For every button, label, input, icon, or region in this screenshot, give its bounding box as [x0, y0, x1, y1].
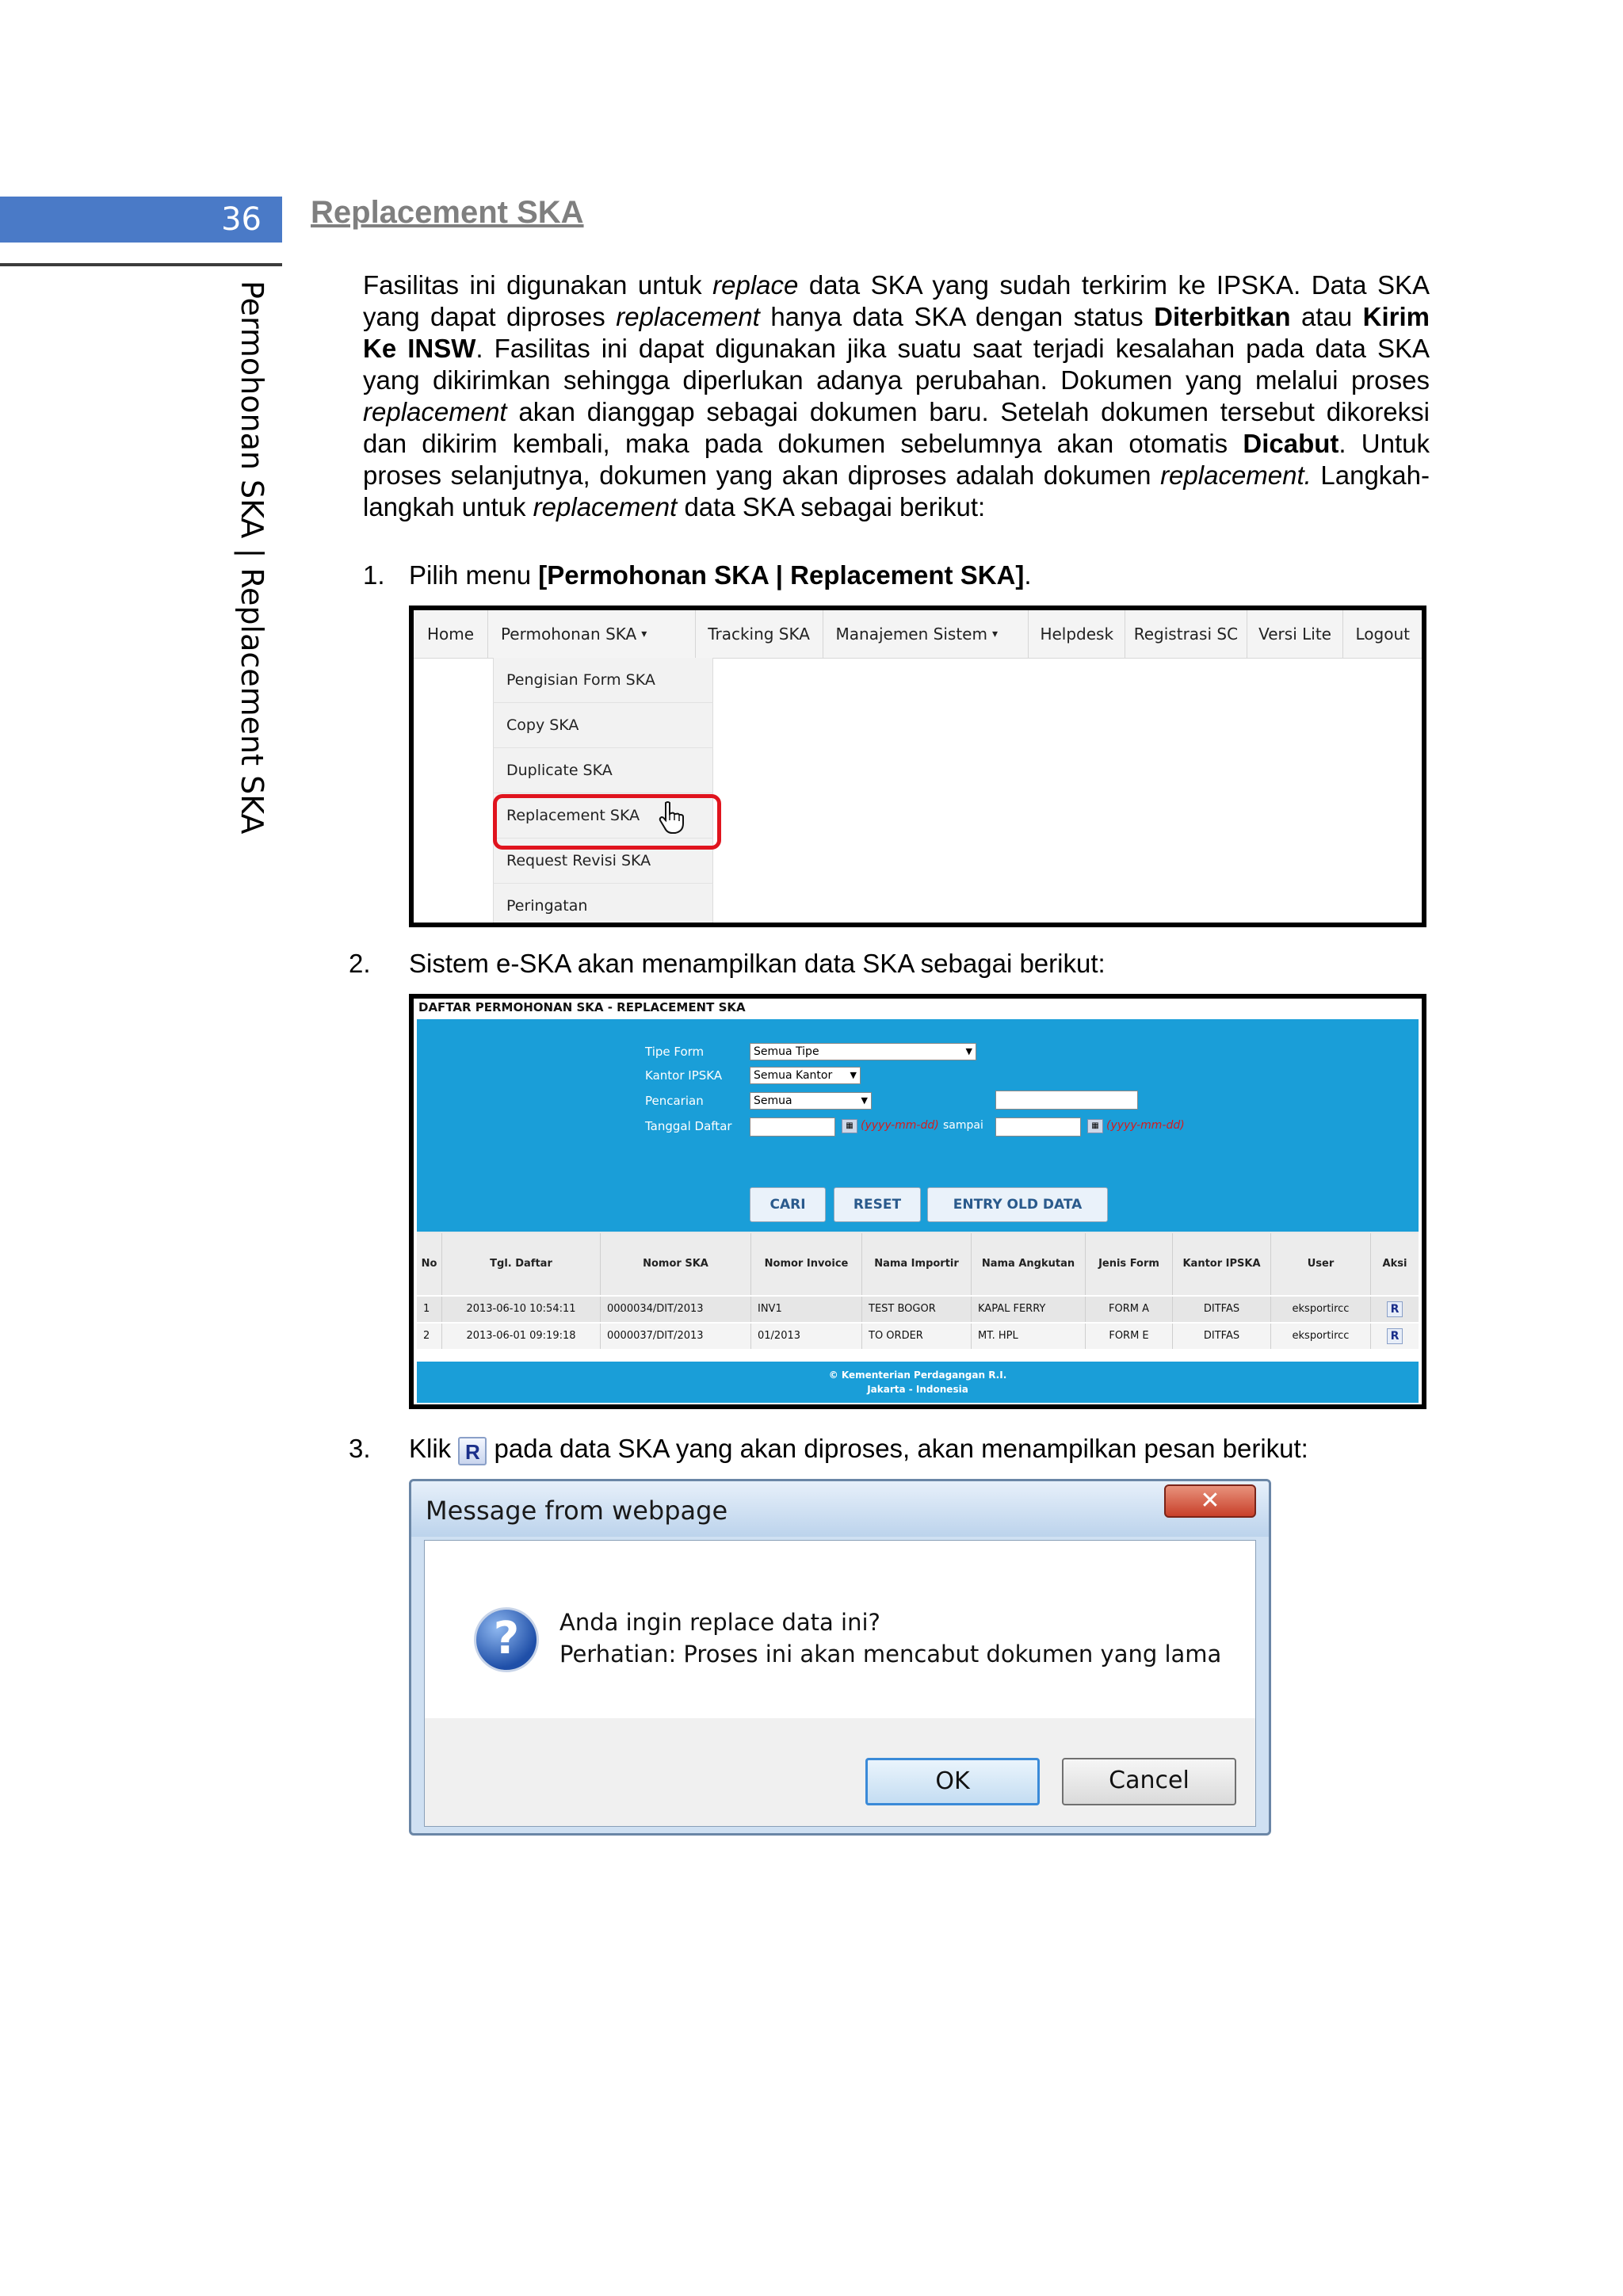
pencarian-select[interactable]: Semua ▼	[750, 1092, 872, 1110]
page-number: 36	[221, 201, 262, 238]
side-title	[235, 281, 277, 851]
kantor-ipska-select[interactable]: Semua Kantor ▼	[750, 1067, 861, 1084]
table-cell: DITFAS	[1173, 1297, 1271, 1322]
table-cell: TO ORDER	[862, 1324, 972, 1349]
step-text: Pilih menu [Permohonan SKA | Replacement SKA].	[409, 560, 1032, 590]
table-cell: 2013-06-01 09:19:18	[442, 1324, 601, 1349]
kantor-ipska-label: Kantor IPSKA	[645, 1068, 723, 1083]
dialog-titlebar	[411, 1481, 1269, 1537]
hand-cursor-icon	[658, 800, 685, 834]
question-icon: ?	[474, 1607, 539, 1672]
dropdown-item-request-revisi[interactable]: Request Revisi SKA	[493, 839, 713, 884]
dialog-message-line-1: Anda ingin replace data ini?	[559, 1609, 880, 1636]
chevron-down-icon: ▼	[850, 1070, 857, 1080]
list-footer	[417, 1362, 1419, 1403]
table-cell: TEST BOGOR	[862, 1297, 972, 1322]
menu-item-home[interactable]: Home	[414, 610, 488, 658]
menu-item-versi-lite[interactable]: Versi Lite	[1247, 610, 1344, 658]
tipe-form-label: Tipe Form	[645, 1045, 705, 1059]
cari-button[interactable]: CARI	[750, 1187, 826, 1222]
dialog-body	[424, 1540, 1256, 1827]
column-header: Tgl. Daftar	[442, 1233, 601, 1295]
table-cell: FORM A	[1086, 1297, 1173, 1322]
column-header: Nama Importir	[862, 1233, 972, 1295]
pencarian-input[interactable]	[995, 1091, 1138, 1110]
cancel-button[interactable]: Cancel	[1062, 1758, 1236, 1805]
date-from-input[interactable]	[750, 1117, 835, 1137]
table-row	[417, 1324, 1419, 1349]
table-cell: eksportircc	[1271, 1297, 1371, 1322]
table-cell: INV1	[751, 1297, 862, 1322]
tipe-form-select[interactable]: Semua Tipe ▼	[750, 1043, 976, 1060]
dialog-message-area	[425, 1541, 1255, 1718]
chevron-down-icon: ▼	[861, 1095, 868, 1106]
table-cell: MT. HPL	[972, 1324, 1086, 1349]
section-title: Replacement SKA	[311, 195, 584, 230]
aksi-cell	[1371, 1297, 1419, 1322]
table-header	[417, 1232, 1419, 1295]
ok-button[interactable]: OK	[865, 1758, 1040, 1805]
permohonan-dropdown	[493, 658, 713, 927]
close-button[interactable]: ✕	[1164, 1484, 1256, 1518]
reset-button[interactable]: RESET	[834, 1187, 921, 1222]
dropdown-item-pengisian-form[interactable]: Pengisian Form SKA	[493, 658, 713, 703]
table-cell: DITFAS	[1173, 1324, 1271, 1349]
calendar-icon[interactable]: ▦	[842, 1119, 857, 1133]
dialog-title: Message from webpage	[426, 1496, 728, 1526]
column-header: Aksi	[1382, 1258, 1407, 1270]
step-text: Klik R pada data SKA yang akan diproses, akan menampilkan pesan berikut:	[409, 1434, 1308, 1464]
menu-item-permohonan-ska[interactable]: Permohonan SKA ▾	[488, 610, 696, 658]
dropdown-item-duplicate-ska[interactable]: Duplicate SKA	[493, 748, 713, 793]
message-dialog	[409, 1479, 1271, 1836]
pencarian-label: Pencarian	[645, 1094, 704, 1108]
table-cell: 1	[417, 1297, 442, 1322]
footer-location: Jakarta - Indonesia	[867, 1384, 968, 1395]
column-header: Nomor Invoice	[751, 1233, 862, 1295]
column-header: Kantor IPSKA	[1173, 1233, 1271, 1295]
table-row	[417, 1297, 1419, 1322]
dialog-message-line-2: Perhatian: Proses ini akan mencabut dokumen yang lama	[559, 1641, 1222, 1668]
table-cell: eksportircc	[1271, 1324, 1371, 1349]
date-format-hint: (yyyy-mm-dd)	[861, 1119, 939, 1132]
chevron-down-icon: ▼	[965, 1046, 972, 1056]
menu-item-tracking-ska[interactable]: Tracking SKA	[696, 610, 823, 658]
menu-item-helpdesk[interactable]: Helpdesk	[1029, 610, 1125, 658]
highlight-box	[493, 794, 721, 850]
column-header: Nama Angkutan	[972, 1233, 1086, 1295]
table-cell: 0000034/DIT/2013	[601, 1297, 751, 1322]
menu-item-manajemen-sistem[interactable]: Manajemen Sistem ▾	[823, 610, 1029, 658]
side-title-text: Permohonan SKA | Replacement SKA	[235, 281, 269, 835]
table-cell: FORM E	[1086, 1324, 1173, 1349]
menu-item-logout[interactable]: Logout	[1355, 625, 1410, 644]
step-text: Sistem e-SKA akan menampilkan data SKA sebagai berikut:	[409, 949, 1106, 978]
search-form-panel	[417, 1019, 1419, 1232]
table-cell: 0000037/DIT/2013	[601, 1324, 751, 1349]
dropdown-item-peringatan[interactable]: Peringatan	[493, 884, 713, 927]
table-cell: 2013-06-10 10:54:11	[442, 1297, 601, 1322]
dropdown-item-replacement-ska[interactable]: Replacement SKA	[493, 793, 713, 839]
column-header: User	[1271, 1233, 1371, 1295]
date-format-hint: (yyyy-mm-dd)	[1106, 1119, 1185, 1132]
page-number-bar	[0, 197, 282, 243]
column-header: No	[417, 1233, 442, 1295]
menu-screenshot	[409, 606, 1426, 927]
list-title: DAFTAR PERMOHONAN SKA - REPLACEMENT SKA	[418, 1000, 746, 1014]
calendar-icon[interactable]: ▦	[1087, 1119, 1103, 1133]
date-to-input[interactable]	[995, 1117, 1081, 1137]
replace-button[interactable]: R	[1387, 1328, 1403, 1344]
menu-bar	[414, 610, 1422, 659]
list-screenshot	[409, 994, 1426, 1409]
replace-r-icon: R	[458, 1437, 487, 1465]
tanggal-daftar-label: Tanggal Daftar	[645, 1119, 732, 1133]
footer-copyright: © Kementerian Perdagangan R.I.	[828, 1370, 1007, 1381]
header-rule	[0, 263, 282, 266]
sampai-label: sampai	[943, 1119, 983, 1132]
table-cell: 01/2013	[751, 1324, 862, 1349]
dropdown-arrow-icon: ▾	[641, 628, 647, 640]
table-cell: 2	[417, 1324, 442, 1349]
intro-paragraph: Fasilitas ini digunakan untuk replace data SKA yang sudah terkirim ke IPSKA. Data SKA yang dapat diproses replacement hanya data SKA dengan status Diterbitkan atau Kirim Ke INSW. Fasilitas ini dapat digunakan jika suatu saat terjadi kesalahan pada data SKA yang dikirimkan sehingga diperlukan adanya perubahan. Dokumen yang melalui proses replacement akan dianggap sebagai dokumen baru. Setelah dokumen tersebut dikoreksi dan dikirim kembali, maka pada dokumen sebelumnya akan otomatis Dicabut. Untuk proses selanjutnya, dokumen yang akan diproses adalah dokumen replacement. Langkah-langkah untuk replacement data SKA sebagai berikut:	[363, 270, 1430, 521]
column-header: Jenis Form	[1086, 1233, 1173, 1295]
step-number: 1.	[363, 560, 385, 590]
dropdown-item-copy-ska[interactable]: Copy SKA	[493, 703, 713, 748]
entry-old-data-button[interactable]: ENTRY OLD DATA	[927, 1187, 1108, 1222]
menu-item-registrasi-sc[interactable]: Registrasi SC	[1125, 610, 1247, 658]
table-cell: KAPAL FERRY	[972, 1297, 1086, 1322]
step-number: 3.	[349, 1434, 371, 1463]
column-header: Nomor SKA	[601, 1233, 751, 1295]
step-number: 2.	[349, 949, 371, 978]
replace-button[interactable]: R	[1387, 1301, 1403, 1317]
dropdown-arrow-icon: ▾	[991, 628, 998, 640]
aksi-cell	[1371, 1324, 1419, 1349]
